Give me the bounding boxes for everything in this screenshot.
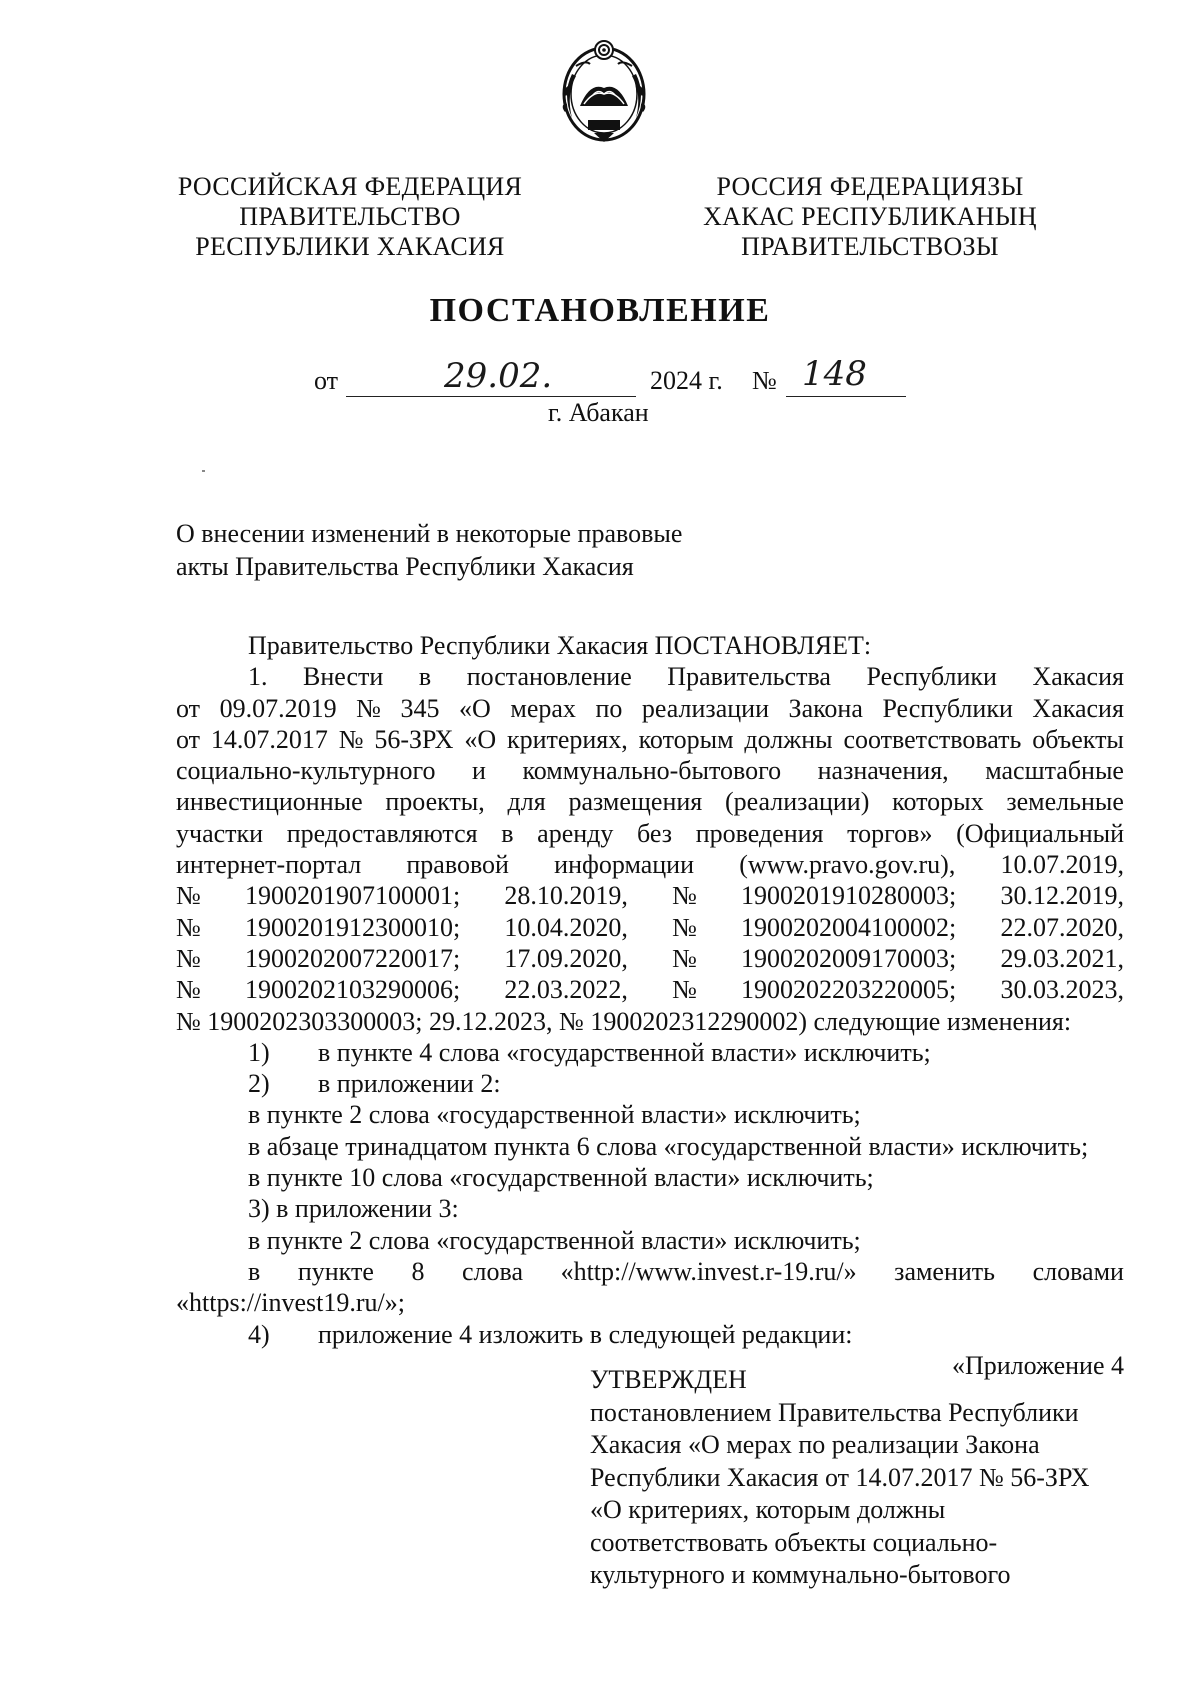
number-sign: № (752, 366, 777, 395)
word: Правительства (667, 662, 831, 692)
item-2 (176, 1068, 1124, 1099)
word: словами (1032, 1256, 1124, 1286)
word: мерах (510, 693, 576, 723)
paragraph-1-line (176, 755, 1124, 786)
word: критериях, (506, 724, 628, 754)
paragraph-1-line (176, 974, 1124, 1005)
item-2-text: в приложении 2: (318, 1069, 501, 1099)
city-name: г. Абакан (548, 398, 649, 427)
date-underline (346, 396, 636, 397)
word: земельные (1006, 787, 1124, 817)
approval-line-7: культурного и коммунально-бытового (590, 1560, 1011, 1589)
approval-line-5: «О критериях, которым должны (590, 1495, 946, 1524)
date-year: 2024 г. (650, 366, 723, 395)
word: инвестиционные (176, 787, 363, 817)
header-right-line-2: ХАКАС РЕСПУБЛИКАНЫҢ (703, 202, 1037, 231)
handwritten-number: 148 (802, 354, 867, 394)
word: 14.07.2017 (210, 724, 328, 754)
word: 10.07.2019, (1000, 850, 1124, 880)
word: масштабные (985, 756, 1124, 786)
paragraph-1-line (176, 943, 1124, 974)
word: без (637, 818, 673, 848)
word: № (672, 881, 697, 911)
coat-of-arms-emblem (554, 36, 654, 148)
word: 1. (248, 662, 268, 692)
word: № (356, 693, 381, 723)
approval-line-3: Хакасия «О мерах по реализации Закона (590, 1430, 1040, 1459)
word: в (248, 1256, 261, 1286)
word: 09.07.2019 (219, 693, 337, 723)
date-number-line (0, 354, 1200, 402)
word: участки (176, 818, 264, 848)
word: № (176, 975, 201, 1005)
subject-line-1: О внесении изменений в некоторые правовые (176, 519, 683, 548)
item-1-text: в пункте 4 слова «государственной власти» исключить; (318, 1037, 931, 1067)
word: (www.pravo.gov.ru), (739, 850, 956, 880)
word: 56-ЗРХ (374, 724, 454, 754)
item-4-text: приложение 4 изложить в следующей редакции: (318, 1319, 853, 1349)
item-4-number: 4) (248, 1319, 270, 1349)
word: 30.12.2019, (1000, 881, 1124, 911)
word: 1900202004100002; (741, 912, 957, 942)
word: постановление (466, 662, 632, 692)
word: предоставляются (286, 818, 478, 848)
handwritten-date: 29.02. (444, 356, 553, 396)
word: от (176, 724, 201, 754)
word: интернет-портал (176, 850, 362, 880)
word: информации (554, 850, 694, 880)
word: торгов» (847, 818, 933, 848)
word: № (176, 912, 201, 942)
item-3-sub-b-continuation: «https://invest19.ru/»; (176, 1288, 405, 1318)
number-underline (786, 396, 906, 397)
word: № (672, 975, 697, 1005)
item-4 (176, 1319, 1124, 1350)
word: № (672, 943, 697, 973)
word: 1900201912300010; (244, 912, 461, 942)
word: 1900202203220005; (741, 975, 957, 1005)
header-right-line-3: ПРАВИТЕЛЬСТВОЗЫ (741, 232, 999, 261)
word: 22.03.2022, (504, 975, 628, 1005)
word: 28.10.2019, (504, 881, 628, 911)
word: 1900202007220017; (244, 943, 461, 973)
item-2-sub-a: в пункте 2 слова «государственной власти» исключить; (248, 1100, 861, 1130)
word: «О (464, 724, 497, 754)
intro-line: Правительство Республики Хакасия ПОСТАНОВЛЯЕТ: (248, 631, 872, 660)
word: 1900201910280003; (741, 881, 957, 911)
word: назначения, (817, 756, 949, 786)
word: Хакасия (1032, 693, 1124, 723)
word: «http://www.invest.r-19.ru/» (560, 1256, 857, 1286)
paragraph-1-line (176, 724, 1124, 755)
item-3-sub-b (176, 1256, 1124, 1287)
word: заменить (894, 1256, 996, 1286)
paragraph-1-line (176, 786, 1124, 817)
word: пункте (297, 1256, 374, 1286)
item-3: 3) в приложении 3: (248, 1194, 459, 1224)
word: слова (462, 1256, 523, 1286)
word: в (501, 818, 514, 848)
document-type-title: ПОСТАНОВЛЕНИЕ (429, 292, 771, 329)
approval-line-1: УТВЕРЖДЕН (590, 1365, 747, 1394)
header-left-line-1: РОССИЙСКАЯ ФЕДЕРАЦИЯ (177, 172, 523, 201)
word: 17.09.2020, (504, 943, 628, 973)
word: которым (638, 724, 734, 754)
paragraph-1-line (176, 693, 1124, 724)
approval-line-6: соответствовать объекты социально- (590, 1527, 998, 1557)
approval-line-4: Республики Хакасия от 14.07.2017 № 56-ЗРХ (590, 1462, 1090, 1492)
word: (Официальный (956, 818, 1124, 848)
appendix-label: «Приложение 4 (951, 1350, 1124, 1380)
word: в (418, 662, 432, 692)
word: размещения (568, 787, 703, 817)
paragraph-1-line (176, 880, 1124, 911)
paragraph-1-line (176, 661, 1124, 692)
word: от (176, 693, 201, 723)
item-1 (176, 1037, 1124, 1068)
word: «О (459, 693, 491, 723)
item-2-sub-b: в абзаце тринадцатом пункта 6 слова «государственной власти» исключить; (248, 1131, 1089, 1161)
word: 1900201907100001; (244, 881, 461, 911)
word: соответствовать (843, 724, 1022, 754)
word: № (338, 724, 364, 754)
word: № (176, 881, 201, 911)
scan-speck (202, 470, 205, 472)
word: реализации (641, 693, 769, 723)
word: и (472, 756, 486, 786)
word: Республики (882, 693, 1013, 723)
word: 8 (411, 1256, 425, 1286)
word: (реализации) (725, 787, 870, 817)
item-1-number: 1) (248, 1037, 270, 1067)
word: 29.03.2021, (1000, 943, 1124, 973)
approval-block (590, 1364, 1089, 1592)
item-2-number: 2) (248, 1069, 270, 1099)
header-left-line-3: РЕСПУБЛИКИ ХАКАСИЯ (195, 232, 505, 261)
word: коммунально-бытового (522, 756, 782, 786)
word: проведения (695, 818, 824, 848)
word: должны (744, 724, 833, 754)
paragraph-1-line (176, 849, 1124, 880)
document-body (176, 630, 1124, 1381)
header-right-line-1: РОССИЯ ФЕДЕРАЦИЯЗЫ (716, 172, 1024, 201)
header-left (150, 172, 550, 262)
date-prefix: от (314, 366, 339, 395)
word: по (595, 693, 623, 723)
paragraph-1-line (176, 912, 1124, 943)
word: для (507, 787, 546, 817)
word: 1900202009170003; (741, 943, 957, 973)
subject-line-2: акты Правительства Республики Хакасия (176, 552, 634, 581)
word: Внести (303, 662, 384, 692)
word: правовой (406, 850, 509, 880)
item-2-sub-c: в пункте 10 слова «государственной власти» исключить; (248, 1163, 874, 1193)
paragraph-1-last-line: № 1900202303300003; 29.12.2023, № 1900202312290002) следующие изменения: (176, 1006, 1072, 1036)
document-subject (176, 517, 682, 583)
word: 22.07.2020, (1000, 912, 1124, 942)
word: социально-культурного (176, 756, 436, 786)
word: аренду (537, 818, 614, 848)
word: № (672, 912, 697, 942)
paragraph-1 (176, 661, 1124, 1005)
word: № (176, 943, 201, 973)
word: Закона (788, 693, 863, 723)
word: объекты (1032, 724, 1124, 754)
word: 1900202103290006; (244, 975, 461, 1005)
word: Хакасия (1032, 662, 1124, 692)
word: которых (892, 787, 984, 817)
word: проекты, (385, 787, 485, 817)
header-left-line-2: ПРАВИТЕЛЬСТВО (239, 202, 461, 231)
word: Республики (866, 662, 997, 692)
item-3-sub-a: в пункте 2 слова «государственной власти» исключить; (248, 1225, 861, 1255)
word: 10.04.2020, (504, 912, 628, 942)
word: 30.03.2023, (1000, 975, 1124, 1005)
word: 345 (400, 693, 440, 723)
header-right (670, 172, 1070, 262)
paragraph-1-line (176, 818, 1124, 849)
approval-line-2: постановлением Правительства Республики (590, 1397, 1079, 1427)
